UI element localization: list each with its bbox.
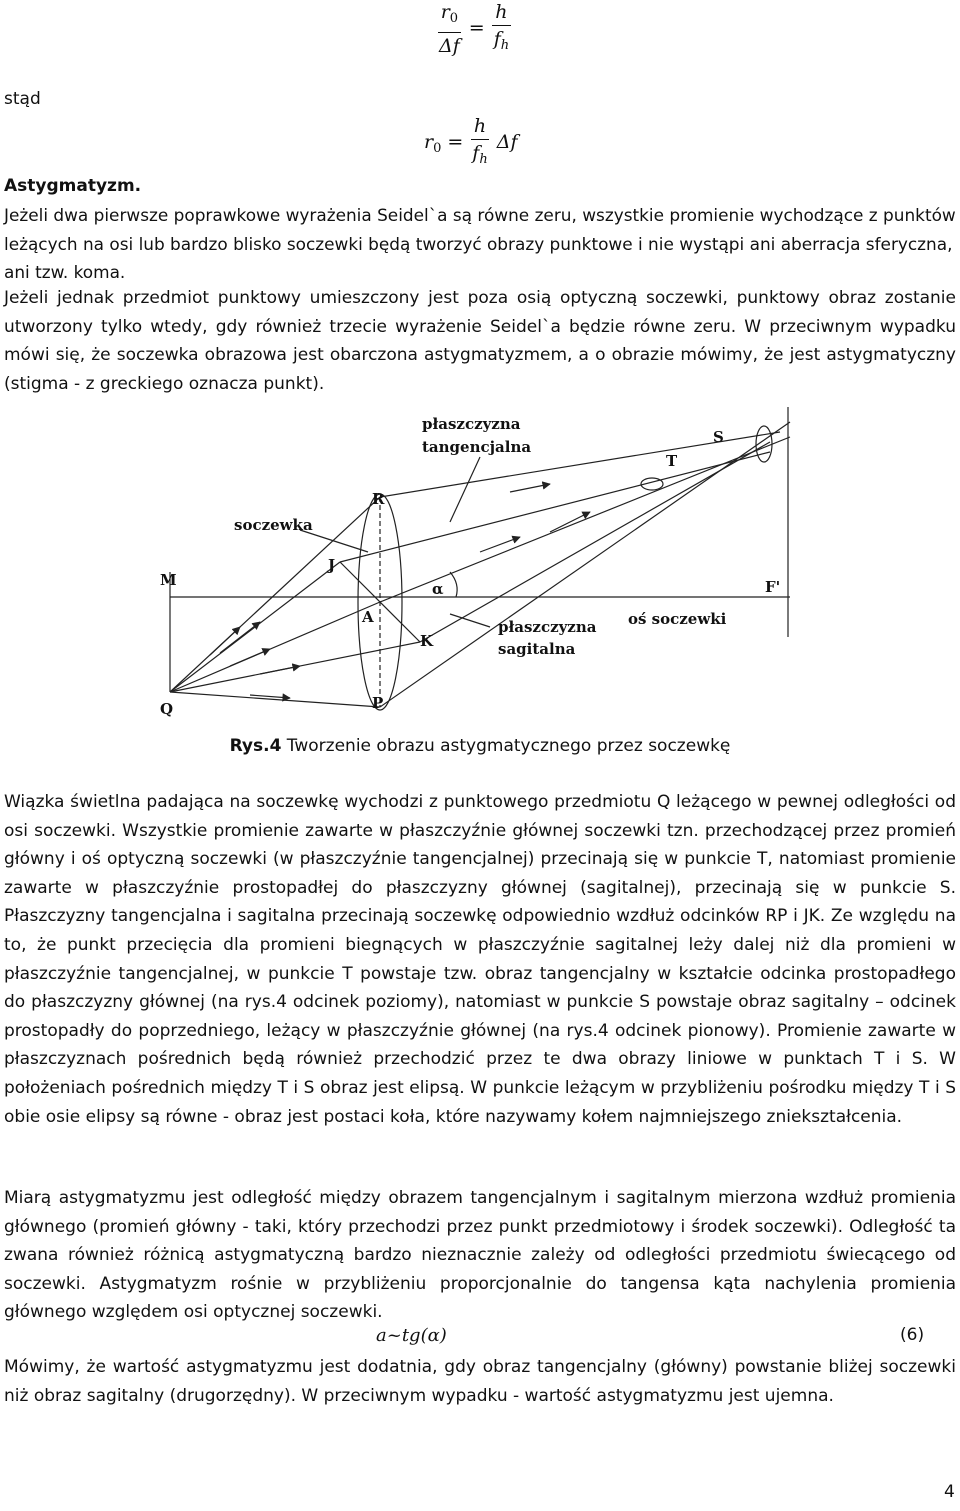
figure-astigmatism xyxy=(150,402,800,722)
section-title: Astygmatyzm. xyxy=(4,176,142,196)
ray-q-a xyxy=(170,602,380,692)
ray-q-j xyxy=(170,562,340,692)
formula-r: r xyxy=(440,1,450,23)
label-axis: oś soczewki xyxy=(628,610,727,628)
alpha-arc xyxy=(450,572,457,597)
text-stad: stąd xyxy=(4,89,41,109)
label-r: R xyxy=(372,490,385,508)
formula-h: h xyxy=(492,0,510,26)
paragraph-2: Jeżeli jednak przedmiot punktowy umieszczony jest poza osią optyczną soczewki, punktowy obraz zostanie utworzony tylko wtedy, gdy również trzecie wyrażenie Seidel`a będzie równe zeru. W przeciwnym wypadku mówi się, że soczewka obrazowa jest obarczona astygmatyzmem, a o obrazie mówimy, że jest astygmatyczny (stigma - z greckiego oznacza punkt). xyxy=(4,288,956,394)
label-a: A xyxy=(362,608,374,626)
label-plane-sagittal-2: sagitalna xyxy=(498,640,576,658)
label-m: M xyxy=(160,571,177,589)
formula2-delta-f: Δf xyxy=(496,131,518,153)
formula-r0 xyxy=(424,114,517,172)
pointer-sagittal xyxy=(450,614,490,627)
formula2-f: f xyxy=(472,142,480,164)
figure-caption xyxy=(0,733,960,759)
figure-caption-label: Rys.4 xyxy=(229,736,282,756)
chief-ray xyxy=(380,437,790,602)
label-q: Q xyxy=(160,700,174,718)
formula-f-sub: h xyxy=(500,38,510,53)
formula-ratio-right-fraction xyxy=(491,0,512,58)
formula-f: f xyxy=(493,28,501,50)
label-k: K xyxy=(420,632,434,650)
equation-6-number: (6) xyxy=(900,1325,925,1345)
label-f-prime: F' xyxy=(765,578,781,596)
formula-r-sub: 0 xyxy=(449,11,459,26)
label-p: P xyxy=(372,694,384,712)
paragraph-1: Jeżeli dwa pierwsze poprawkowe wyrażenia Seidel`a są równe zeru, wszystkie promienie wychodzące z punktów leżących na osi lub bardzo blisko soczewki będą tworzyć obrazy punktowe i nie wystąpi ani aberracja sferyczna, ani tzw. koma. xyxy=(4,205,956,283)
label-alpha: α xyxy=(432,580,444,598)
label-t: T xyxy=(666,452,678,470)
label-plane-tangential-1: płaszczyzna xyxy=(422,415,521,433)
formula2-fraction xyxy=(469,114,490,172)
formula2-r: r xyxy=(424,131,434,153)
label-s: S xyxy=(713,428,724,446)
paragraph-4: Miarą astygmatyzmu jest odległość między obrazem tangencjalnym i sagitalnym mierzona wzdłuż promienia głównego (promień główny - taki, który przechodzi przez punkt przedmiotowy i środek soczewki). Odległość ta zwana również różnicą astygmatyczną bardzo nieznacznie zależy od odległości przedmiotu świecącego od soczewki. Astygmatyzm rośnie w przybliżeniu proporcjonalnie do tangensa kąta nachylenia promienia głównego względem osi optycznej soczewki. xyxy=(4,1188,956,1323)
ray-q-p xyxy=(170,692,380,707)
formula-ratio xyxy=(436,0,512,58)
formula2-r-sub: 0 xyxy=(433,141,442,156)
figure-caption-text: Tworzenie obrazu astygmatycznego przez soczewkę xyxy=(281,736,731,756)
pointer-tangential xyxy=(450,457,480,522)
formula-delta-f: Δf xyxy=(439,35,460,57)
label-lens: soczewka xyxy=(234,516,313,534)
formula-equals: = xyxy=(468,17,485,39)
formula2-equals: = xyxy=(447,131,464,153)
formula2-f-sub: h xyxy=(479,152,488,167)
paragraph-3: Wiązka świetlna padająca na soczewkę wychodzi z punktowego przedmiotu Q leżącego w pewnej odległości od osi soczewki. Wszystkie promienie zawarte w płaszczyźnie głównej soczewki tzn. przechodzącej przez promień główny i oś optyczną soczewki (w płaszczyźnie tangencjalnej) przecinają się w punkcie T, natomiast promienie zawarte w płaszczyźnie prostopadłej do płaszczyzny głównej (sagitalnej), przecinają się w punkcie S. Płaszczyzny tangencjalna i sagitalna przecinają soczewkę odpowiednio wzdłuż odcinków RP i JK. Ze względu na to, że punkt przecięcia dla promieni biegnących w płaszczyźnie sagitalnej leży dalej niż dla promieni w płaszczyźnie tangencjalnej, w punkcie T powstaje tzw. obraz tangencjalny w kształcie odcinka prostopadłego do płaszczyzny głównej (na rys.4 odcinek poziomy), natomiast w punkcie S powstaje obraz sagitalny – odcinek prostopadły do poprzedniego, leżący w płaszczyźnie głównej (na rys.4 odcinek pionowy). Promienie zawarte w płaszczyznach pośrednich będą również przechodzić przez te dwa obrazy liniowe w punktach T i S. W położeniach pośrednich między T i S obraz jest elipsą. W punkcie leżącym w przybliżeniu pośrodku między T i S obie osie elipsy są równe - obraz jest postaci koła, które nazywamy kołem najmniejszego zniekształcenia. xyxy=(4,792,956,1127)
page-number: 4 xyxy=(944,1482,955,1502)
ray-p-s xyxy=(380,422,790,707)
formula-ratio-left-fraction xyxy=(436,0,463,58)
equation-6-expression: a~tg(α) xyxy=(376,1325,447,1346)
label-plane-tangential-2: tangencjalna xyxy=(422,438,532,456)
label-j: J xyxy=(328,556,336,574)
formula2-h: h xyxy=(471,114,489,140)
paragraph-5: Mówimy, że wartość astygmatyzmu jest dodatnia, gdy obraz tangencjalny (główny) powstanie bliżej soczewki niż obraz sagitalny (drugorzędny). W przeciwnym wypadku - wartość astygmatyzmu jest ujemna. xyxy=(4,1357,956,1406)
label-plane-sagittal-1: płaszczyzna xyxy=(498,618,597,636)
